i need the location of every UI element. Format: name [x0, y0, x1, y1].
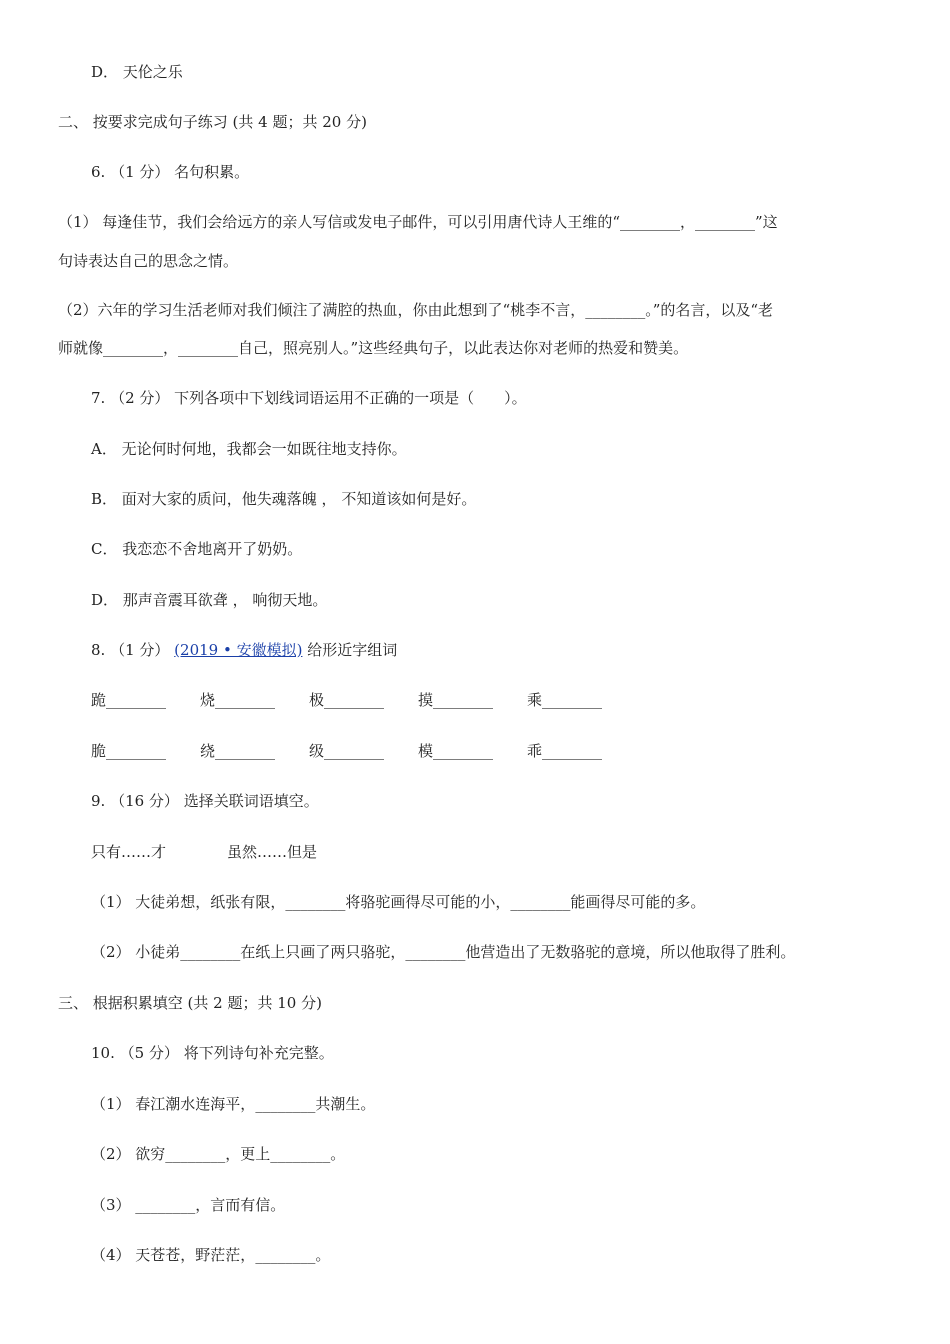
question-9-choice-1: 只有……才 — [91, 843, 167, 861]
char-blank: 乖________ — [527, 742, 603, 760]
question-9-choice-2: 虽然……但是 — [227, 843, 318, 861]
char-blank: 跪________ — [91, 691, 167, 709]
char-blank: 模________ — [418, 742, 494, 760]
section-3-header: 三、 根据积累填空 (共 2 题；共 10 分) — [58, 994, 322, 1012]
question-7-option-c: C． 我恋恋不舍地离开了奶奶。 — [91, 540, 303, 558]
question-8-instruction: 给形近字组词 — [302, 641, 398, 659]
question-8-source-link[interactable]: (2019 • 安徽模拟) — [174, 641, 303, 659]
question-10-part-3: （3） ________，言而有信。 — [91, 1196, 286, 1214]
question-10-part-1: （1） 春江潮水连海平，________共潮生。 — [91, 1095, 376, 1113]
char-blank: 乘________ — [527, 691, 603, 709]
char-blank: 绕________ — [200, 742, 276, 760]
question-8 — [91, 640, 397, 660]
question-7-option-d: D． 那声音震耳欲聋 ， 响彻天地。 — [91, 591, 328, 609]
question-6: 6. （1 分） 名句积累。 — [91, 163, 250, 181]
q5-option-d: D． 天伦之乐 — [91, 63, 183, 81]
question-9: 9. （16 分） 选择关联词语填空。 — [91, 792, 319, 810]
question-6-part-2-line-2: 师就像________，________自己，照亮别人。”这些经典句子，以此表达你对老师的热爱和赞美。 — [58, 339, 689, 357]
question-9-part-1: （1） 大徒弟想，纸张有限，________将骆驼画得尽可能的小，________能画得尽可能的多。 — [91, 893, 706, 911]
char-blank: 级________ — [309, 742, 385, 760]
question-6-part-1-line-2: 句诗表达自己的思念之情。 — [58, 252, 239, 270]
char-blank: 烧________ — [200, 691, 276, 709]
question-6-part-1-line-1: （1） 每逢佳节，我们会给远方的亲人写信或发电子邮件，可以引用唐代诗人王维的“________，________”这 — [58, 213, 778, 231]
question-6-part-2-line-1: （2）六年的学习生活老师对我们倾注了满腔的热血，你由此想到了“桃李不言，________。”的名言，以及“老 — [58, 301, 774, 319]
question-10-part-2: （2） 欲穷________，更上________。 — [91, 1145, 346, 1163]
char-blank: 脆________ — [91, 742, 167, 760]
question-7-option-a: A． 无论何时何地，我都会一如既往地支持你。 — [91, 440, 407, 458]
question-7: 7. （2 分） 下列各项中下划线词语运用不正确的一项是（ ）。 — [91, 389, 527, 407]
section-2-header: 二、 按要求完成句子练习 (共 4 题；共 20 分) — [58, 113, 367, 131]
question-7-option-b: B． 面对大家的质问，他失魂落魄 ， 不知道该如何是好。 — [91, 490, 477, 508]
question-10-part-4: （4） 天苍苍，野茫茫，________。 — [91, 1246, 331, 1264]
question-9-part-2: （2） 小徒弟________在纸上只画了两只骆驼，________他营造出了无数骆驼的意境，所以他取得了胜利。 — [91, 943, 796, 961]
char-blank: 极________ — [309, 691, 385, 709]
question-8-prefix: 8. （1 分） — [91, 641, 175, 659]
char-blank: 摸________ — [418, 691, 494, 709]
question-10: 10. （5 分） 将下列诗句补充完整。 — [91, 1044, 334, 1062]
